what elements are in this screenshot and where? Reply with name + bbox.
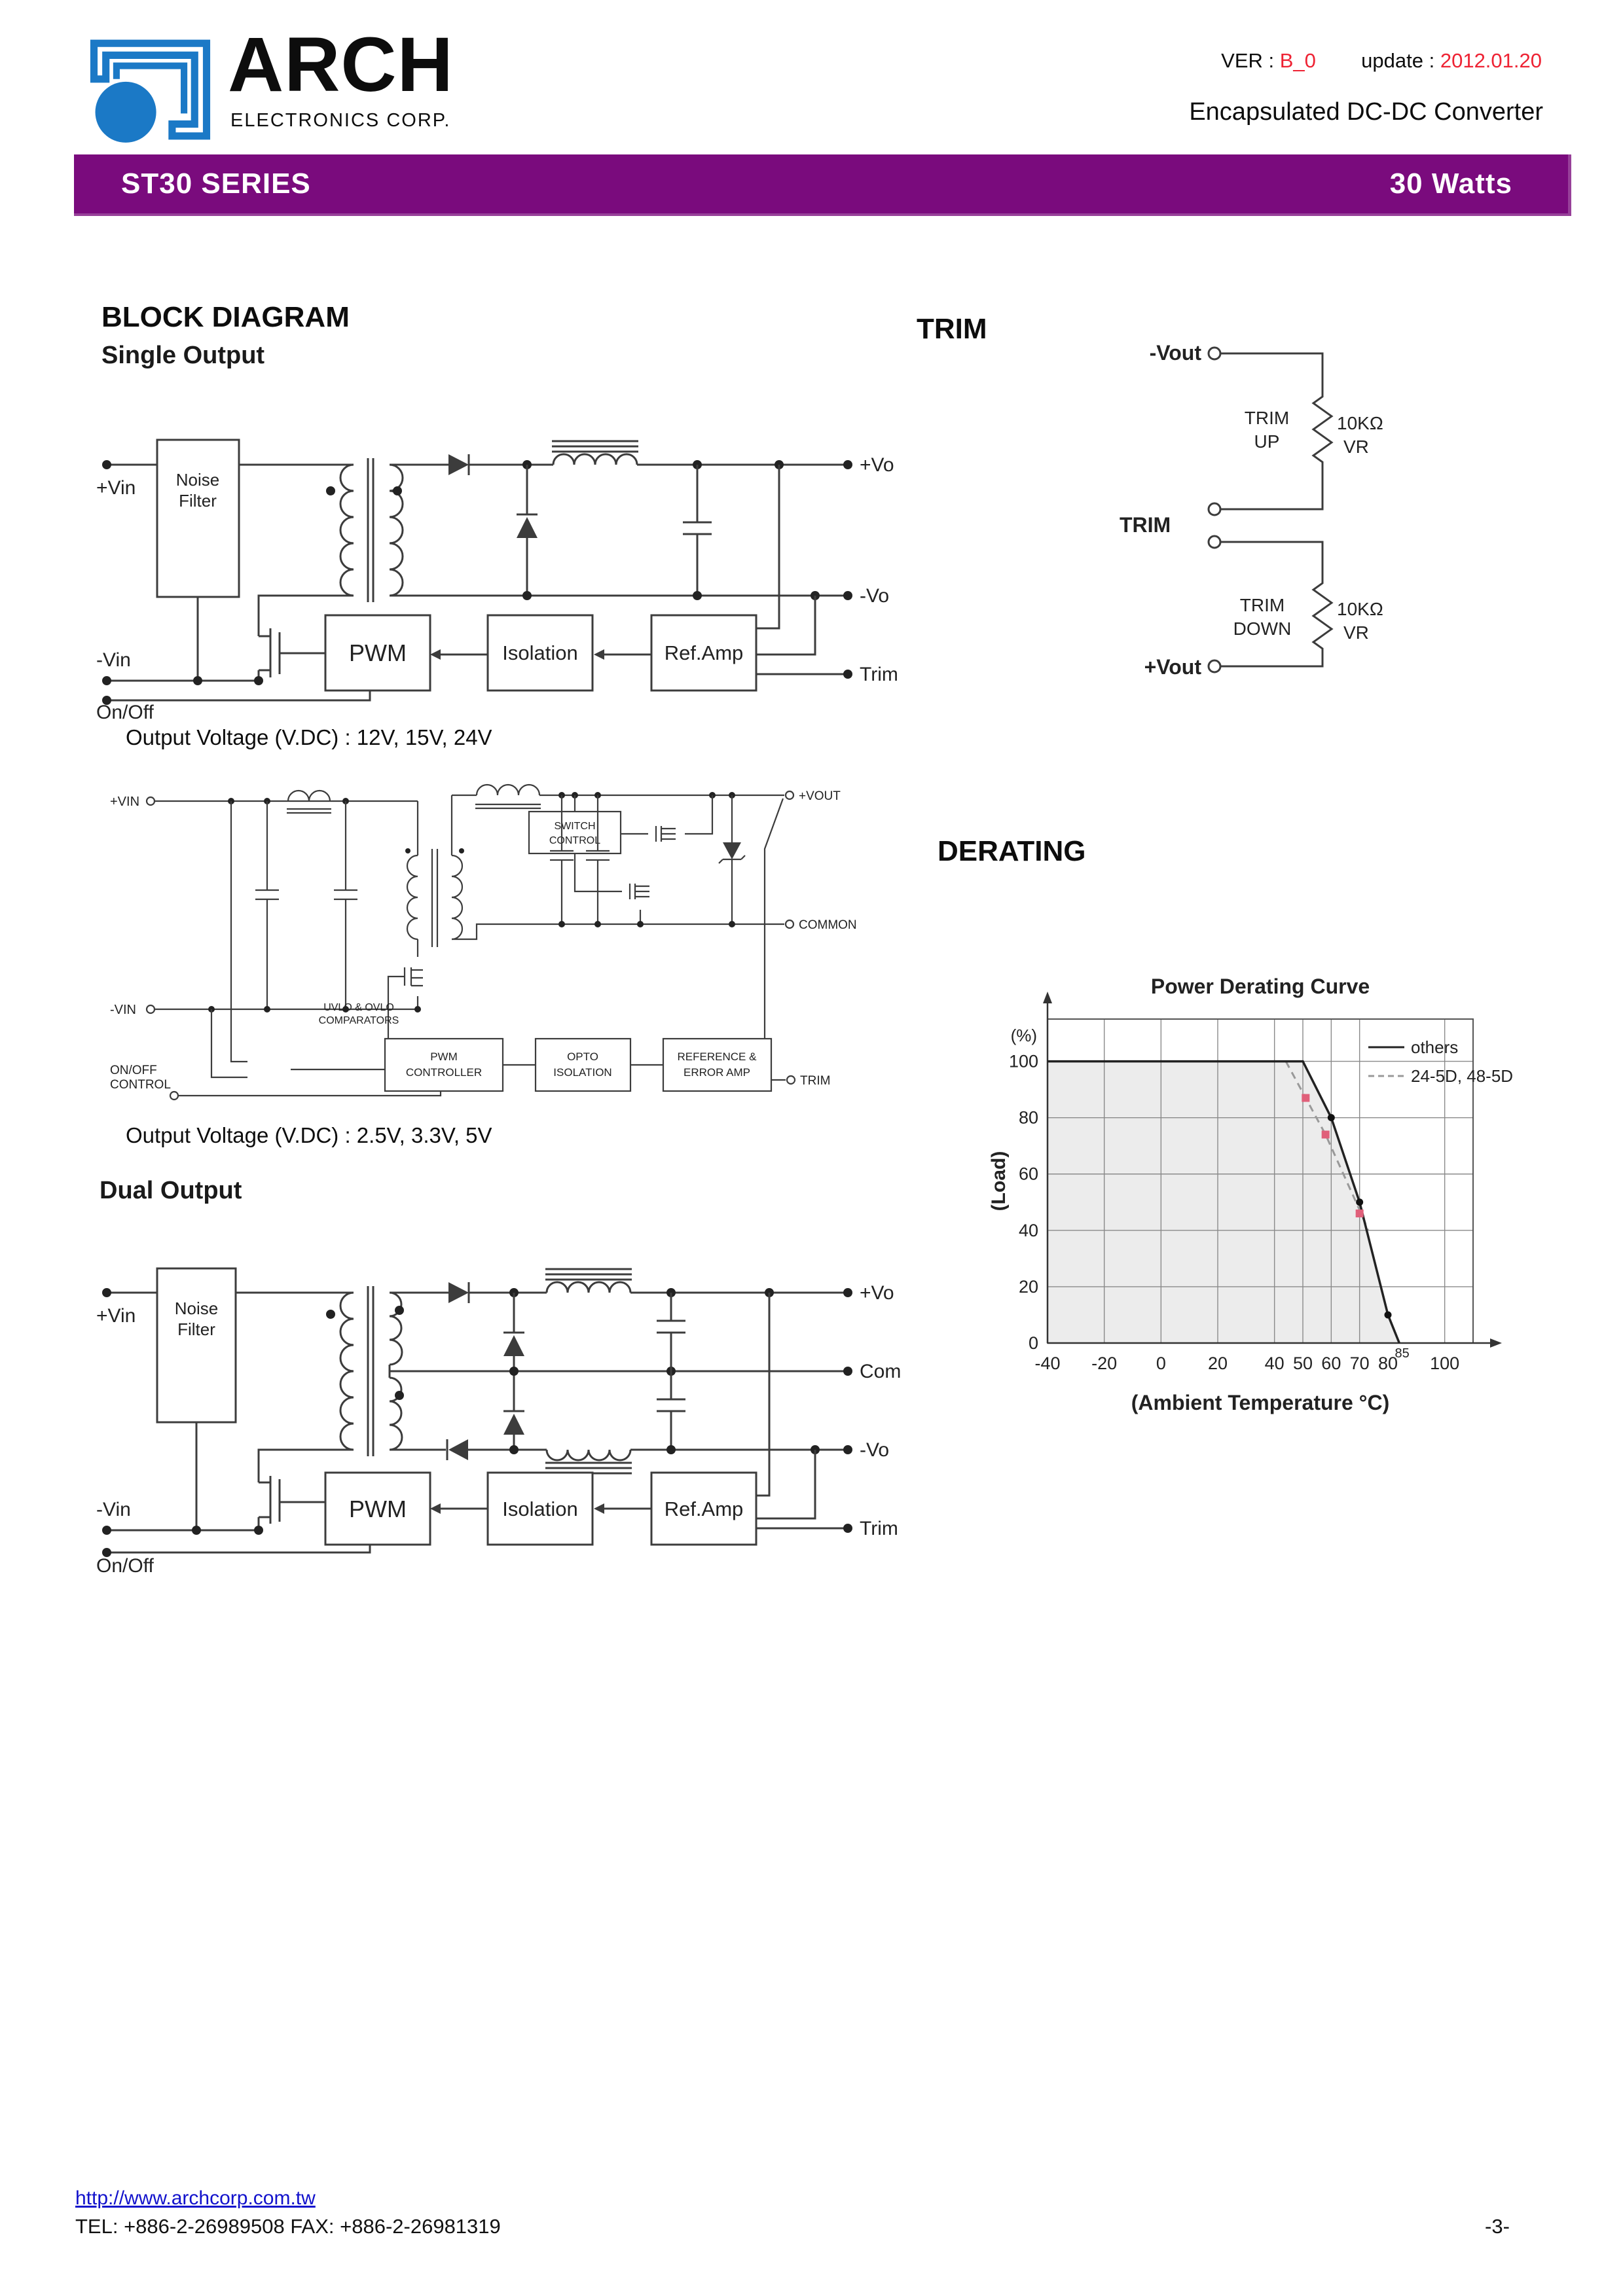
common-label: COMMON <box>799 918 857 932</box>
vin-pos-label: +VIN <box>110 795 140 809</box>
vin-neg-label: -VIN <box>110 1003 136 1017</box>
dashed-marker <box>1302 1094 1309 1102</box>
reverse-diode-icon <box>448 1439 468 1460</box>
vo-neg-label: -Vo <box>860 585 890 607</box>
refamp-label: Ref.Amp <box>664 1498 744 1520</box>
pwm-controller-label-1: PWM <box>430 1050 458 1063</box>
refamp-label: Ref.Amp <box>664 641 744 664</box>
dashed-marker <box>1356 1210 1364 1217</box>
switch-control-label-2: CONTROL <box>549 835 601 846</box>
under-curve-fill <box>1048 1062 1399 1343</box>
update-value: 2012.01.20 <box>1440 49 1542 72</box>
svg-text:60: 60 <box>1018 1164 1038 1184</box>
transformer-icon <box>326 458 403 602</box>
com-label: Com <box>860 1361 902 1382</box>
noise-filter-box <box>157 1268 236 1422</box>
comparator-triangle-icon <box>211 801 385 1085</box>
trim-down-label-2: DOWN <box>1233 619 1292 639</box>
feedback-wire-1 <box>756 1293 769 1496</box>
trim-circuit <box>1100 319 1584 686</box>
svg-text:-40: -40 <box>1034 1354 1061 1373</box>
product-subtitle: Encapsulated DC-DC Converter <box>1189 98 1543 126</box>
y-axis-arrow-icon <box>1043 992 1052 1003</box>
switch-control-label-1: SWITCH <box>554 821 596 832</box>
ref-label-2: ERROR AMP <box>683 1066 751 1079</box>
onoff-label-1: ON/OFF <box>110 1064 157 1077</box>
onoff-label-2: CONTROL <box>110 1078 171 1092</box>
x-axis-arrow-icon <box>1490 1338 1502 1348</box>
pos-rail <box>390 1269 852 1303</box>
page-number: -3- <box>1485 2215 1510 2238</box>
version-line <box>1221 49 1542 73</box>
onoff-label: On/Off <box>96 1555 154 1577</box>
vo-pos-label: +Vo <box>860 454 894 476</box>
trim-label: Trim <box>860 1518 898 1539</box>
input-capacitors <box>255 801 357 1009</box>
pwm-controller-label-2: CONTROLLER <box>405 1066 483 1079</box>
vout-pos-label: +VOUT <box>799 789 841 803</box>
svg-text:80: 80 <box>1377 1354 1398 1373</box>
svg-text:40: 40 <box>1018 1220 1038 1240</box>
svg-text:100: 100 <box>1008 1051 1038 1071</box>
trim-up-label-2: UP <box>1254 431 1280 452</box>
feedback-wire <box>765 798 783 1039</box>
capacitor-icon <box>683 465 712 596</box>
svg-text:100: 100 <box>1430 1354 1460 1373</box>
y-unit-label: (%) <box>1010 1026 1037 1045</box>
opto-label-1: OPTO <box>567 1050 598 1063</box>
vout-pos-label: +Vout <box>1144 655 1201 679</box>
heading-dual-output: Dual Output <box>100 1177 242 1204</box>
footer-url-link[interactable]: http://www.archcorp.com.tw <box>75 2187 316 2209</box>
isolation-label: Isolation <box>502 641 578 664</box>
transformer-icon <box>405 848 464 947</box>
svg-text:-20: -20 <box>1091 1354 1118 1373</box>
opto-isolation-box <box>536 1039 630 1091</box>
noise-filter-label-2: Filter <box>177 1319 215 1339</box>
isolation-label: Isolation <box>502 1498 578 1520</box>
resistor-down-value: 10KΩ <box>1337 599 1383 619</box>
trim-up-label-1: TRIM <box>1244 408 1290 428</box>
derating-chart-svg <box>985 950 1542 1428</box>
svg-text:70: 70 <box>1349 1354 1370 1373</box>
legend-solid-label: others <box>1411 1037 1459 1057</box>
derating-chart <box>985 950 1542 1428</box>
resistor-up-icon <box>1313 391 1332 470</box>
low-output-voltages-note: Output Voltage (V.DC) : 2.5V, 3.3V, 5V <box>126 1123 492 1147</box>
feedback-wire-1 <box>756 465 779 628</box>
diode-icon <box>448 454 469 475</box>
feedback-wire-2 <box>756 1450 815 1518</box>
trim-label: Trim <box>860 664 898 685</box>
diode-icon <box>448 1282 469 1303</box>
output-rail-neg <box>390 591 852 600</box>
watts-badge: 30 Watts <box>1389 168 1512 200</box>
noise-filter-box <box>157 440 239 597</box>
trim-pin-label: TRIM <box>1120 513 1171 537</box>
common-rail <box>452 920 793 939</box>
noise-filter-label-2: Filter <box>179 491 217 511</box>
trim-down-label-1: TRIM <box>1239 595 1285 615</box>
comparators-label-2: COMPARATORS <box>318 1015 399 1026</box>
inductor-bottom-icon <box>547 1450 630 1460</box>
sync-mosfet-bottom-icon <box>575 853 659 924</box>
svg-text:40: 40 <box>1264 1354 1285 1373</box>
svg-text:50: 50 <box>1292 1354 1313 1373</box>
y-axis-label: (Load) <box>988 1151 1010 1211</box>
comparators-label-1: UVLO & OVLO <box>323 1002 394 1013</box>
heading-derating: DERATING <box>938 835 1086 867</box>
ver-label: VER : <box>1221 49 1275 72</box>
resistor-down-icon <box>1313 578 1332 656</box>
resistor-up-unit: VR <box>1343 437 1369 457</box>
single-output-voltages-note: Output Voltage (V.DC) : 12V, 15V, 24V <box>126 725 492 749</box>
vin-pos-label: +Vin <box>96 477 136 499</box>
vin-neg-label: -Vin <box>96 1499 131 1520</box>
switch-control-box <box>529 812 621 853</box>
chart-title: Power Derating Curve <box>1150 975 1370 998</box>
pwm-label: PWM <box>349 639 407 666</box>
pwm-label: PWM <box>349 1496 407 1522</box>
dual-output-diagram <box>95 1237 910 1577</box>
dashed-marker <box>1322 1130 1330 1138</box>
svg-text:80: 80 <box>1018 1107 1038 1128</box>
reference-error-amp-box <box>663 1039 771 1091</box>
opto-label-2: ISOLATION <box>553 1066 612 1079</box>
logo-text: ARCH <box>228 22 454 108</box>
legend-dashed-label: 24-5D, 48-5D <box>1411 1066 1514 1086</box>
resistor-down-unit: VR <box>1343 622 1369 643</box>
neg-rail <box>390 1439 852 1473</box>
detailed-schematic <box>110 774 883 1107</box>
feedback-wire-2 <box>756 596 815 655</box>
update-label: update : <box>1361 49 1435 72</box>
vo-neg-label: -Vo <box>860 1439 890 1461</box>
x-end-tick: 85 <box>1395 1346 1410 1361</box>
footer-contact: TEL: +886-2-26989508 FAX: +886-2-26981319 <box>75 2215 501 2238</box>
pwm-controller-box <box>385 1039 503 1091</box>
solid-marker <box>1385 1311 1392 1318</box>
clamp-diode-bottom-icon <box>503 1371 524 1450</box>
onoff-label: On/Off <box>96 702 154 720</box>
svg-text:60: 60 <box>1321 1354 1341 1373</box>
svg-text:0: 0 <box>1028 1333 1038 1353</box>
solid-marker <box>1356 1198 1363 1206</box>
svg-text:20: 20 <box>1207 1354 1228 1373</box>
clamp-diode-top-icon <box>503 1293 524 1371</box>
vin-neg-label: -Vin <box>96 649 131 671</box>
vo-pos-label: +Vo <box>860 1282 894 1304</box>
freewheel-diode-icon <box>517 465 538 596</box>
ver-value: B_0 <box>1279 49 1316 72</box>
output-top-rail <box>452 785 793 855</box>
svg-text:0: 0 <box>1156 1354 1166 1373</box>
onoff-wire <box>107 1545 370 1552</box>
logo-dot <box>96 82 156 143</box>
output-inductor-icon <box>477 785 539 795</box>
vout-neg-label: -Vout <box>1149 341 1201 365</box>
svg-text:20: 20 <box>1018 1276 1038 1297</box>
inductor-icon <box>553 454 637 465</box>
series-title: ST30 SERIES <box>121 168 311 200</box>
noise-filter-label-1: Noise <box>174 1299 219 1318</box>
trim-label: TRIM <box>800 1074 831 1088</box>
output-rail-pos <box>390 441 852 475</box>
noise-filter-label-1: Noise <box>175 470 220 490</box>
ref-label-1: REFERENCE & <box>677 1050 757 1063</box>
x-axis-label: (Ambient Temperature °C) <box>1131 1391 1390 1414</box>
resistor-up-value: 10KΩ <box>1337 413 1383 433</box>
common-rail <box>390 1367 852 1376</box>
heading-trim: TRIM <box>917 313 987 345</box>
zener-diode-icon <box>719 795 745 924</box>
heading-block-diagram: BLOCK DIAGRAM <box>101 301 350 333</box>
inductor-icon <box>547 1282 630 1293</box>
onoff-wire <box>107 691 370 700</box>
single-output-diagram <box>95 399 910 720</box>
series-banner <box>74 154 1571 216</box>
arch-logo-icon <box>84 34 218 147</box>
heading-single-output: Single Output <box>101 342 265 369</box>
solid-marker <box>1328 1114 1335 1121</box>
vin-pos-label: +Vin <box>96 1305 136 1327</box>
logo-subtext: ELECTRONICS CORP. <box>230 110 451 131</box>
